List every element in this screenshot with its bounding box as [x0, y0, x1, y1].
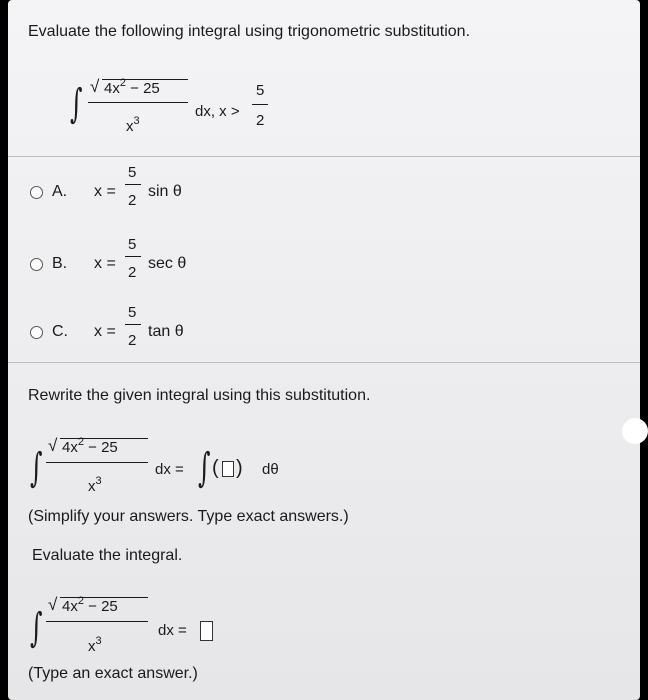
dx-condition: dx, x >: [195, 103, 240, 120]
evaluate-hint: (Type an exact answer.): [28, 665, 198, 682]
option-a-fraction-bar: [125, 184, 141, 185]
evaluate-fraction-bar: [46, 621, 148, 622]
evaluate-instruction: Evaluate the integral.: [32, 547, 183, 564]
option-a-denominator: 2: [128, 192, 137, 209]
rewrite-denominator-base: x: [88, 478, 96, 495]
option-b-letter: B.: [52, 255, 68, 272]
evaluate-integral-sign: ∫: [30, 605, 43, 651]
rewrite-hint: (Simplify your answers. Type exact answers.): [28, 508, 349, 525]
evaluate-denominator-base: x: [88, 638, 96, 655]
denominator-base: x: [126, 118, 134, 135]
option-c-letter: C.: [52, 323, 68, 340]
rewrite-dx-equals: dx =: [155, 461, 184, 478]
evaluate-answer-box[interactable]: [200, 621, 213, 641]
option-b-fraction-bar: [125, 256, 141, 257]
divider-middle: [8, 362, 640, 363]
rewrite-numerator-radicand: 4x: [62, 439, 78, 456]
option-a-lhs: x =: [94, 183, 116, 200]
condition-fraction-bar: [252, 104, 268, 105]
evaluate-denominator: [88, 635, 102, 657]
evaluate-numerator-radicand: 4x: [62, 598, 78, 615]
option-b-function: sec θ: [148, 255, 187, 272]
rewrite-numerator: [62, 436, 118, 458]
option-b-numerator: 5: [128, 236, 137, 253]
option-c-function: tan θ: [148, 323, 184, 340]
rewrite-numerator-tail: − 25: [88, 439, 118, 456]
rewrite-instruction: Rewrite the given integral using this substitution.: [28, 387, 371, 404]
rewrite-radical-sign: √: [48, 436, 58, 455]
rewrite-open-paren: (: [212, 457, 219, 479]
integral-fraction-bar: [88, 102, 188, 103]
rewrite-rhs-integral-sign: ∫: [198, 445, 211, 491]
option-b-radio[interactable]: [30, 258, 43, 271]
option-a-radio[interactable]: [30, 186, 43, 199]
option-c-radio[interactable]: [30, 326, 43, 339]
integral-sign: ∫: [70, 81, 83, 127]
rewrite-dtheta: dθ: [262, 461, 279, 478]
option-b-denominator: 2: [128, 264, 137, 281]
option-c-lhs: x =: [94, 323, 116, 340]
denominator-exponent: 3: [133, 115, 140, 127]
condition-denominator: 2: [256, 112, 265, 129]
evaluate-dx-equals: dx =: [158, 622, 187, 639]
radical-sign: √: [90, 77, 100, 96]
divider-top: [8, 156, 640, 157]
option-c-fraction-bar: [125, 324, 141, 325]
option-b-lhs: x =: [94, 255, 116, 272]
rewrite-answer-box[interactable]: [222, 461, 234, 477]
question-panel: [8, 0, 640, 700]
rewrite-integral-sign: ∫: [30, 445, 43, 491]
option-c-numerator: 5: [128, 304, 137, 321]
numerator: [104, 77, 160, 99]
numerator-radicand: 4x: [104, 80, 120, 97]
question-prompt: Evaluate the following integral using trigonometric substitution.: [28, 23, 471, 40]
rewrite-close-paren: ): [236, 457, 243, 479]
edge-light-spot: [622, 418, 648, 444]
numerator-tail: − 25: [130, 80, 160, 97]
option-a-numerator: 5: [128, 164, 137, 181]
rewrite-fraction-bar: [46, 462, 148, 463]
evaluate-numerator-tail: − 25: [88, 598, 118, 615]
rewrite-denominator: [88, 475, 102, 497]
option-c-denominator: 2: [128, 332, 137, 349]
numerator-exponent: 2: [119, 77, 126, 89]
denominator: [126, 115, 140, 137]
evaluate-denominator-exponent: 3: [95, 635, 102, 647]
option-a-function: sin θ: [148, 183, 182, 200]
rewrite-numerator-exponent: 2: [77, 436, 84, 448]
rewrite-denominator-exponent: 3: [95, 475, 102, 487]
evaluate-numerator: [62, 595, 118, 617]
condition-numerator: 5: [256, 82, 265, 99]
evaluate-numerator-exponent: 2: [77, 595, 84, 607]
evaluate-radical-sign: √: [48, 595, 58, 614]
option-a-letter: A.: [52, 183, 68, 200]
